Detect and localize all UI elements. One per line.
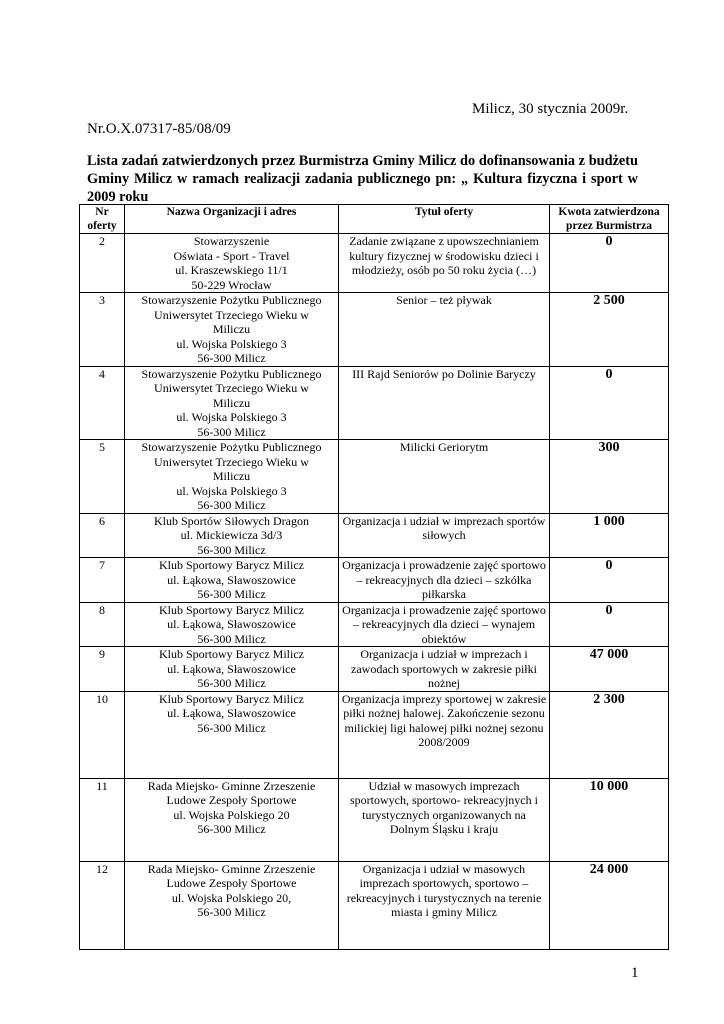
- organization-cell: [125, 366, 339, 440]
- organization-line: Miliczu: [212, 469, 251, 483]
- offer-title: Organizacja i udział w imprezach i zawodach sportowych w zakresie piłki nożnej: [339, 647, 550, 692]
- organization-line: ul. Mickiewicza 3d/3: [180, 528, 283, 542]
- table-row: [80, 778, 669, 861]
- organization-line: 50-229 Wrocław: [191, 277, 272, 292]
- organization-line: 56-300 Milicz: [197, 720, 266, 735]
- offer-number: 8: [80, 602, 125, 647]
- table-row: [80, 293, 669, 367]
- organization-line: 56-300 Milicz: [197, 351, 266, 365]
- organization-line: Uniwersytet Trzeciego Wieku w: [154, 307, 309, 322]
- organization-line: ul. Łąkowa, Sławoszowice: [167, 661, 296, 676]
- organization-line: 56-300 Milicz: [197, 424, 266, 439]
- reference-number: Nr.O.X.07317-85/08/09: [87, 121, 231, 137]
- organization-line: Oświata - Sport - Travel: [173, 248, 290, 263]
- organization-cell: [125, 234, 339, 293]
- offer-title: Senior – też pływak: [339, 293, 550, 367]
- document-title: Lista zadań zatwierdzonych przez Burmistrza Gminy Milicz do dofinansowania z budżetu Gminy Milicz w ramach realizacji zadania publicznego pn: „ Kultura fizyczna i sport w 2009 roku: [87, 153, 638, 205]
- organization-line: 56-300 Milicz: [197, 542, 266, 557]
- offer-number: 9: [80, 647, 125, 692]
- organization-line: Klub Sportowy Barycz Milicz: [159, 691, 304, 706]
- offer-title: Organizacja i prowadzenie zajęć sportowo – rekreacyjnych dla dzieci – szkółka piłkarska: [339, 558, 550, 603]
- table-row: [80, 440, 669, 514]
- approved-amount: 2 300: [550, 691, 669, 778]
- organization-line: Stowarzyszenie: [193, 234, 270, 248]
- approved-amount: 2 500: [550, 293, 669, 367]
- organization-line: Stowarzyszenie Pożytku Publicznego: [141, 293, 322, 307]
- organization-line: Uniwersytet Trzeciego Wieku w: [154, 381, 309, 395]
- offer-number: 5: [80, 440, 125, 514]
- offer-title: Udział w masowych imprezach sportowych, sportowo- rekreacyjnych i turystycznych organizowanych na Dolnym Śląsku i kraju: [339, 778, 550, 861]
- approved-amount: 10 000: [550, 778, 669, 861]
- document-date: Milicz, 30 stycznia 2009r.: [472, 101, 629, 117]
- offer-title: Organizacja i udział w masowych imprezach sportowych, sportowo – rekreacyjnych i turystycznych na terenie miasta i gminy Milicz: [339, 861, 550, 949]
- offer-number: 7: [80, 558, 125, 603]
- offer-title: III Rajd Seniorów po Dolinie Baryczy: [339, 366, 550, 440]
- organization-line: Rada Miejsko- Gminne Zrzeszenie: [147, 778, 316, 793]
- offer-number: 11: [80, 778, 125, 861]
- organization-line: 56-300 Milicz: [197, 676, 266, 690]
- organization-line: Klub Sportów Siłowych Dragon: [154, 513, 309, 528]
- organization-cell: [125, 647, 339, 692]
- organization-cell: [125, 602, 339, 647]
- offer-number: 6: [80, 513, 125, 558]
- offer-title: Organizacja imprezy sportowej w zakresie piłki nożnej halowej. Zakończenie sezonu milickiej ligi halowej piłki nożnej sezonu 2008/2009: [339, 691, 550, 778]
- organization-line: ul. Wojska Polskiego 20,: [171, 890, 292, 905]
- organization-line: Stowarzyszenie Pożytku Publicznego: [141, 366, 322, 381]
- organization-line: Uniwersytet Trzeciego Wieku w: [154, 454, 309, 469]
- approved-amount: 0: [550, 366, 669, 440]
- offer-number: 12: [80, 861, 125, 949]
- approved-amount: 0: [550, 234, 669, 293]
- organization-line: Miliczu: [212, 395, 251, 410]
- organization-line: ul. Wojska Polskiego 20: [173, 807, 290, 822]
- approved-amount: 47 000: [550, 647, 669, 692]
- organization-line: ul. Łąkowa, Sławoszowice: [167, 706, 296, 720]
- offer-title: Milicki Geriorytm: [339, 440, 550, 514]
- organization-line: 56-300 Milicz: [197, 905, 266, 919]
- column-header-nr: Nr oferty: [80, 205, 125, 234]
- approved-amount: 0: [550, 602, 669, 647]
- column-header-amount: Kwota zatwierdzona przez Burmistrza: [550, 205, 669, 234]
- table-row: [80, 234, 669, 293]
- organization-cell: [125, 513, 339, 558]
- approved-amount: 0: [550, 558, 669, 603]
- organization-line: Miliczu: [212, 322, 251, 336]
- organization-line: Klub Sportowy Barycz Milicz: [159, 558, 304, 572]
- organization-cell: [125, 861, 339, 949]
- page-number: 1: [631, 965, 639, 981]
- organization-line: Stowarzyszenie Pożytku Publicznego: [141, 440, 322, 454]
- organization-cell: [125, 440, 339, 514]
- column-header-organization: Nazwa Organizacji i adres: [125, 205, 339, 234]
- tasks-table: [79, 204, 669, 950]
- approved-amount: 300: [550, 440, 669, 514]
- organization-line: 56-300 Milicz: [197, 498, 266, 512]
- offer-number: 10: [80, 691, 125, 778]
- organization-line: 56-300 Milicz: [197, 587, 266, 601]
- organization-line: ul. Łąkowa, Sławoszowice: [167, 572, 296, 587]
- offer-number: 2: [80, 234, 125, 293]
- organization-line: ul. Kraszewskiego 11/1: [175, 263, 288, 277]
- organization-line: 56-300 Milicz: [197, 822, 266, 836]
- organization-line: 56-300 Milicz: [197, 631, 266, 646]
- organization-line: Rada Miejsko- Gminne Zrzeszenie: [147, 861, 316, 876]
- table-row: [80, 647, 669, 692]
- offer-title: Zadanie związane z upowszechnianiem kultury fizycznej w środowisku dzieci i młodzieży, osób po 50 roku życia (…): [339, 234, 550, 293]
- approved-amount: 24 000: [550, 861, 669, 949]
- offer-title: Organizacja i udział w imprezach sportów siłowych: [339, 513, 550, 558]
- table-row: [80, 602, 669, 647]
- organization-line: ul. Wojska Polskiego 3: [176, 336, 287, 351]
- organization-line: Ludowe Zespoły Sportowe: [166, 876, 297, 890]
- organization-cell: [125, 558, 339, 603]
- offer-number: 3: [80, 293, 125, 367]
- table-row: [80, 861, 669, 949]
- offer-number: 4: [80, 366, 125, 440]
- organization-cell: [125, 778, 339, 861]
- organization-cell: [125, 293, 339, 367]
- approved-amount: 1 000: [550, 513, 669, 558]
- table-row: [80, 513, 669, 558]
- column-header-offer-title: Tytuł oferty: [339, 205, 550, 234]
- organization-line: Klub Sportowy Barycz Milicz: [159, 602, 304, 617]
- organization-cell: [125, 691, 339, 778]
- table-row: [80, 366, 669, 440]
- organization-line: Ludowe Zespoły Sportowe: [166, 793, 297, 807]
- table-row: [80, 691, 669, 778]
- organization-line: ul. Wojska Polskiego 3: [176, 483, 287, 498]
- table-row: [80, 558, 669, 603]
- table-header-row: [80, 205, 669, 234]
- organization-line: Klub Sportowy Barycz Milicz: [159, 647, 304, 661]
- offer-title: Organizacja i prowadzenie zajęć sportowo – rekreacyjnych dla dzieci – wynajem obiektów: [339, 602, 550, 647]
- organization-line: ul. Wojska Polskiego 3: [176, 410, 287, 424]
- organization-line: ul. Łąkowa, Sławoszowice: [167, 617, 296, 631]
